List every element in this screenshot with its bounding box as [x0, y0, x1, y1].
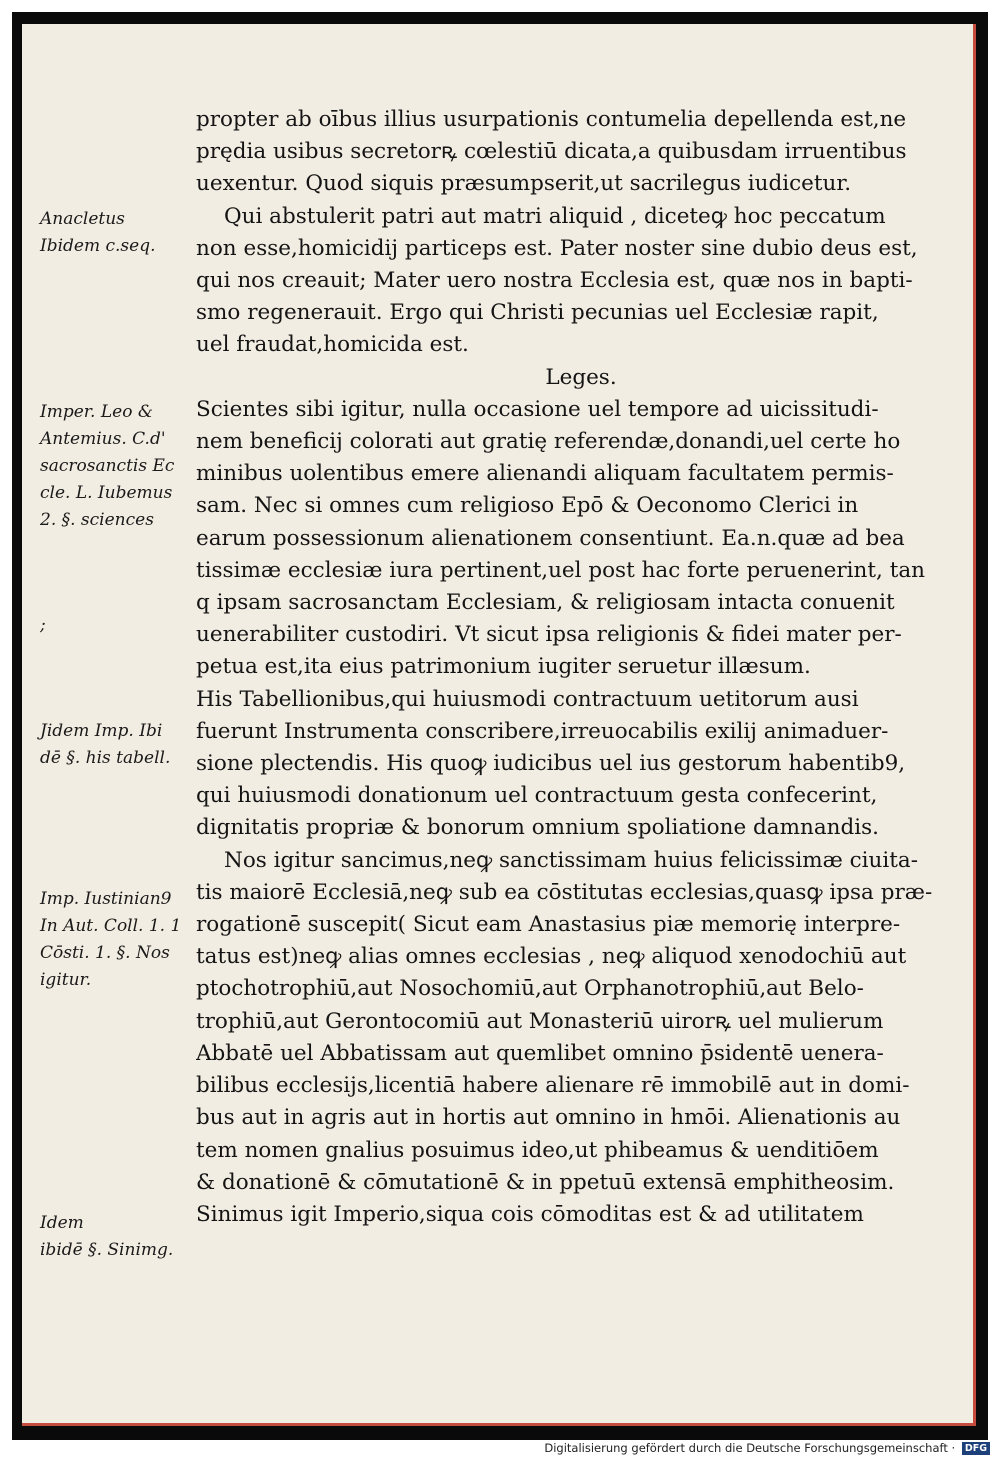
text-line: fuerunt Instrumenta conscribere,irreuocabilis exilij animaduer- [196, 718, 889, 744]
text-line: trophiū,aut Gerontocomiū aut Monasteriū uirorꝶ uel mulierum [196, 1008, 884, 1034]
text-line: propter ab oībus illius usurpationis contumelia depellenda est,ne [196, 107, 907, 132]
text-line: tatus est)neꝙ alias omnes ecclesias , neꝙ aliquod xenodochiū aut [196, 944, 907, 970]
text-line: ptochotrophiū,aut Nosochomiū,aut Orphanotrophiū,aut Belo- [196, 976, 864, 1002]
text-line: Nos igitur sancimus,neꝙ sanctissimam huius felicissimæ ciuita- [224, 847, 919, 873]
text-line: dignitatis propriæ & bonorum omnium spoliatione damnandis. [196, 815, 880, 841]
text-line: prędia usibus secretorꝶ cœlestiū dicata,a quibusdam irruentibus [196, 139, 907, 165]
text-line: Sinimus igit Imperio,siqua cois cōmoditas est & ad utilitatem [196, 1201, 864, 1227]
credit-text: Digitalisierung gefördert durch die Deutsche Forschungsgemeinschaft · [544, 1441, 956, 1455]
text-line: nem beneficij colorati aut gratię referendæ,donandi,uel certe ho [196, 429, 901, 455]
margin-note-anacletus: Anacletus Ibidem c.seq. [40, 209, 156, 256]
text-line: sam. Nec si omnes cum religioso Epō & Oeconomo Clerici in [196, 493, 859, 519]
text-line: uel fraudat,homicida est. [196, 332, 469, 358]
book-page [22, 24, 976, 1426]
text-line: Abbatē uel Abbatissam aut quemlibet omnino p̄sidentē uenera- [196, 1040, 884, 1066]
margin-note-justinian: Imp. Iustinian9 In Aut. Coll. 1. 1 Cōsti. 1. §. Nos igitur. [40, 889, 182, 990]
text-line: sione plectendis. His quoꝙ iudicibus uel ius gestorum habentib9, [196, 751, 906, 777]
text-line: qui huiusmodi donationum uel contractuum gesta confecerint, [196, 783, 878, 809]
text-line: bus aut in agris aut in hortis aut omnino in hmōi. Alienationis au [196, 1105, 901, 1131]
digitization-credit [0, 1441, 990, 1455]
margin-note-idem-ibidem: Idem ibidē §. Sinimg. [40, 1213, 174, 1260]
text-line: uexentur. Quod siquis præsumpserit,ut sacrilegus iudicetur. [196, 171, 852, 197]
text-line: uenerabiliter custodiri. Vt sicut ipsa religionis & fidei mater per- [196, 622, 902, 648]
text-line: smo regenerauit. Ergo qui Christi pecunias uel Ecclesiæ rapit, [196, 300, 879, 326]
text-line: minibus uolentibus emere alienandi aliquam facultatem permis- [196, 461, 894, 487]
text-line: rogationē suscepit( Sicut eam Anastasius piæ memorię interpre- [196, 912, 901, 938]
margin-note-mark: ; [40, 615, 46, 635]
text-line: non esse,homicidij particeps est. Pater noster sine dubio deus est, [196, 235, 918, 261]
text-line: tem nomen gnalius posuimus ideo,ut phibeamus & uenditiōem [196, 1137, 879, 1163]
text-line: tis maiorē Ecclesiā,neꝙ sub ea cōstitutas ecclesias,quasꝙ ipsa præ- [196, 879, 933, 905]
text-line: & donationē & cōmutationē & in ppetuū extensā emphitheosim. [196, 1169, 895, 1195]
text-line: q ipsam sacrosanctam Ecclesiam, & religiosam intacta conuenit [196, 590, 895, 616]
text-line: earum possessionum alienationem consentiunt. Ea.n.quæ ad bea [196, 525, 905, 551]
section-heading-leges: Leges. [545, 364, 617, 390]
text-line: His Tabellionibus,qui huiusmodi contractuum uetitorum ausi [196, 686, 859, 712]
text-line: qui nos creauit; Mater uero nostra Ecclesia est, quæ nos in bapti- [196, 268, 913, 294]
text-line: tissimæ ecclesiæ iura pertinent,uel post hac forte peruenerint, tan [196, 557, 926, 583]
margin-note-idem-imp: Jidem Imp. Ibi dē §. his tabell. [40, 721, 171, 768]
main-text-block [196, 104, 966, 1231]
text-line: bilibus ecclesijs,licentiā habere alienare rē immobilē aut in domi- [196, 1073, 910, 1099]
dfg-logo: DFG [962, 1442, 990, 1455]
text-line: Scientes sibi igitur, nulla occasione uel tempore ad uicissitudi- [196, 396, 879, 422]
text-line: Qui abstulerit patri aut matri aliquid , diceteꝙ hoc peccatum [224, 203, 886, 229]
margin-note-imper-leo: Imper. Leo & Antemius. C.d' sacrosanctis Ec cle. L. Iubemus 2. §. sciences [40, 402, 175, 530]
text-line: petua est,ita eius patrimonium iugiter seruetur illæsum. [196, 654, 811, 680]
scanned-page-frame [12, 12, 988, 1440]
